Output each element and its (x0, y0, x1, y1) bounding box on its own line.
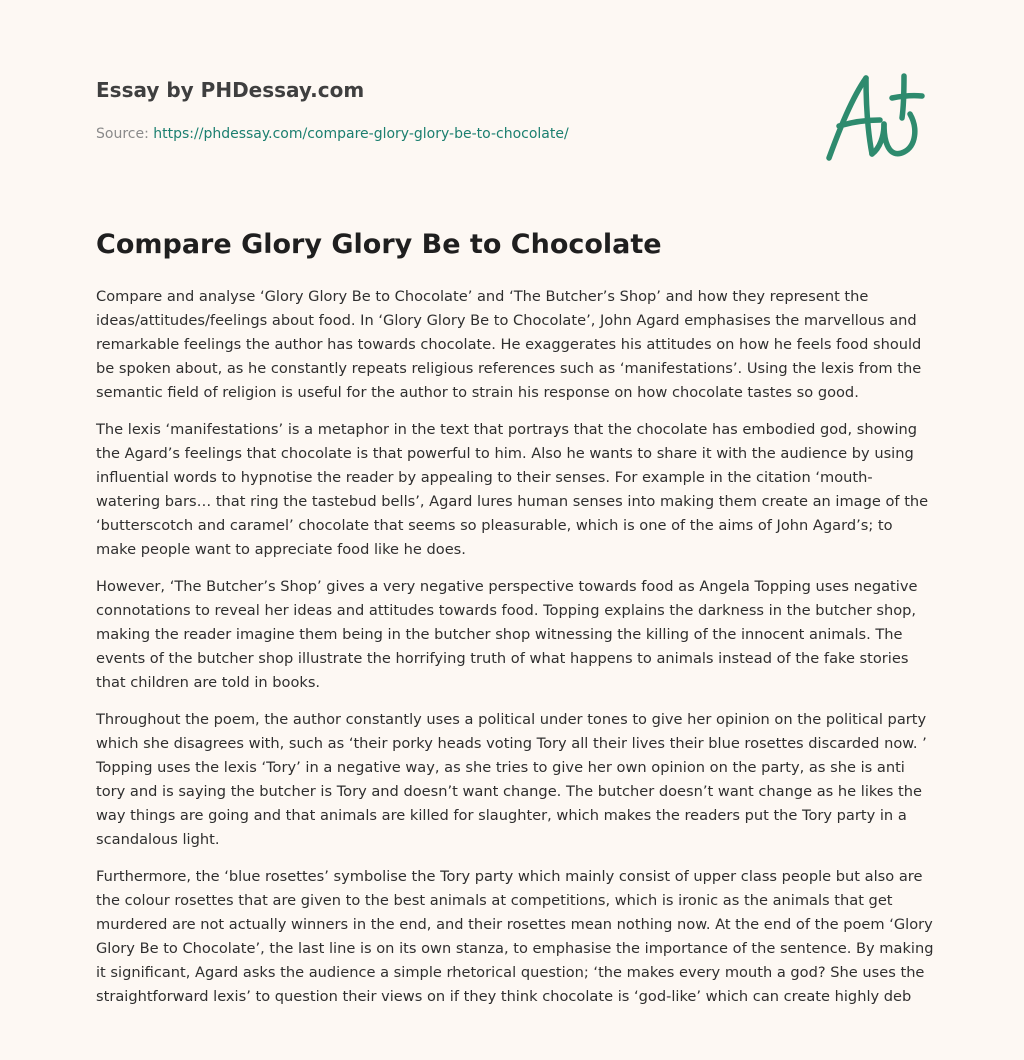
source-label: Source: (96, 126, 149, 142)
essay-title: Compare Glory Glory Be to Chocolate (96, 229, 662, 260)
source-line (96, 124, 796, 144)
page-header (96, 76, 796, 144)
essay-paragraph: Compare and analyse ‘Glory Glory Be to Chocolate’ and ‘The Butcher’s Shop’ and how they represent the ideas/attitudes/feelings about food. In ‘Glory Glory Be to Chocolate’, John Agard emphasises the marvellous and remarkable feelings the author has towards chocolate. He exaggerates his attitudes on how he feels food should be spoken about, as he constantly repeats religious references such as ‘manifestations’. Using the lexis from the semantic field of religion is useful for the author to strain his response on how chocolate tastes so good. (96, 288, 922, 401)
essay-paragraph: Throughout the poem, the author constantly uses a political under tones to give her opinion on the political party which she disagrees with, such as ‘their porky heads voting Tory all their lives their blue rosettes discarded now. ’ Topping uses the lexis ‘Tory’ in a negative way, as she tries to give her own opinion on the party, as she is anti tory and is saying the butcher is Tory and doesn’t want change. The butcher doesn’t want change as he likes the way things are going and that animals are killed for slaughter, which makes the readers put the Tory party in a scandalous light. (96, 711, 927, 848)
essay-paragraph: However, ‘The Butcher’s Shop’ gives a very negative perspective towards food as Angela Topping uses negative connotations to reveal her ideas and attitudes towards food. Topping explains the darkness in the butcher shop, making the reader imagine them being in the butcher shop witnessing the killing of the innocent animals. The events of the butcher shop illustrate the horrifying truth of what happens to animals instead of the fake stories that children are told in books. (96, 578, 918, 691)
source-link[interactable]: https://phdessay.com/compare-glory-glory-be-to-chocolate/ (153, 126, 569, 142)
essay-body (96, 285, 936, 1022)
essay-paragraph: Furthermore, the ‘blue rosettes’ symbolise the Tory party which mainly consist of upper class people but also are the colour rosettes that are given to the best animals at competitions, which is ironic as the animals that get murdered are not actually winners in the end, and their rosettes mean nothing now. At the end of the poem ‘Glory Glory Be to Chocolate’, the last line is on its own stanza, to emphasise the importance of the sentence. By making it significant, Agard asks the audience a simple rhetorical question; ‘the makes every mouth a god? She uses the straightforward lexis’ to question their views on if they think chocolate is ‘god-like’ which can create highly deb (96, 868, 934, 1005)
site-brand: Essay by PHDessay.com (96, 78, 365, 102)
a-plus-logo-icon (822, 68, 926, 166)
essay-paragraph: The lexis ‘manifestations’ is a metaphor in the text that portrays that the chocolate has embodied god, showing the Agard’s feelings that chocolate is that powerful to him. Also he wants to share it with the audience by using influential words to hypnotise the reader by appealing to their senses. For example in the citation ‘mouth-watering bars… that ring the tastebud bells’, Agard lures human senses into making them create an image of the ‘butterscotch and caramel’ chocolate that seems so pleasurable, which is one of the aims of John Agard’s; to make people want to appreciate food like he does. (96, 421, 929, 558)
